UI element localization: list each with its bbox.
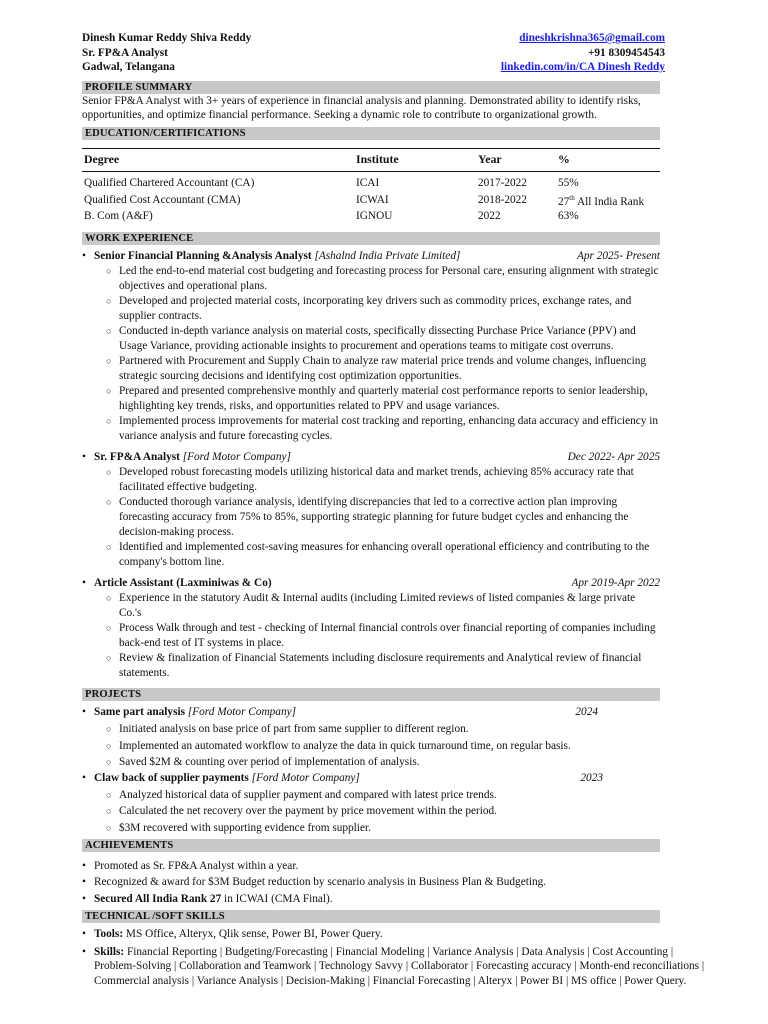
- job-bullets: [82, 591, 660, 681]
- year-cell: 2022: [478, 210, 501, 223]
- list-item: [106, 384, 660, 414]
- list-item: [106, 414, 660, 444]
- circle-bullet-icon: ○: [106, 296, 112, 307]
- list-item: [106, 324, 660, 354]
- bullet-text: Analyzed historical data of supplier payment and compared with latest price trends.: [119, 788, 497, 801]
- circle-bullet-icon: ○: [106, 356, 112, 367]
- list-item: [106, 294, 660, 324]
- section-heading-projects: PROJECTS: [82, 688, 660, 701]
- bullet-icon: •: [82, 860, 86, 873]
- bullet-text: Conducted in-depth variance analysis on material costs, specifically dissecting Purchase Price Variance (PPV) and Usage Variance, providing actionable insights to procurement and operations teams to mitigate cost overruns.: [119, 325, 636, 353]
- email-link[interactable]: dineshkrishna365@gmail.com: [519, 32, 665, 44]
- project-entry: [82, 705, 660, 771]
- institute-cell: ICWAI: [356, 193, 389, 206]
- circle-bullet-icon: ○: [106, 724, 112, 735]
- bullet-icon: •: [82, 928, 86, 940]
- project-entry: [82, 771, 660, 837]
- project-year: 2024: [575, 706, 598, 719]
- education-header-row: [82, 148, 660, 171]
- bullet-icon: •: [82, 946, 86, 959]
- achievement-text: Promoted as Sr. FP&A Analyst within a year.: [94, 860, 299, 873]
- bullet-text: Implemented an automated workflow to analyze the data in quick turnaround time, on regular basis.: [119, 739, 571, 752]
- circle-bullet-icon: ○: [106, 467, 112, 478]
- tools-text: MS Office, Alteryx, Qlik sense, Power BI, Power Query.: [123, 928, 383, 940]
- job-title-line: [82, 576, 660, 591]
- list-item: [106, 820, 660, 837]
- list-item: [106, 721, 660, 738]
- institute-cell: IGNOU: [356, 210, 393, 223]
- header-contact: [501, 31, 665, 75]
- circle-bullet-icon: ○: [106, 326, 112, 337]
- list-item: [82, 945, 708, 988]
- job-entry: [82, 249, 660, 444]
- bullet-text: Initiated analysis on base price of part from same supplier to different region.: [119, 723, 469, 736]
- list-item: [106, 754, 660, 771]
- circle-bullet-icon: ○: [106, 822, 112, 833]
- section-heading-education: EDUCATION/CERTIFICATIONS: [82, 127, 660, 140]
- list-item: [82, 927, 660, 941]
- achievements-list: [82, 858, 660, 907]
- education-table: [82, 148, 660, 225]
- bullet-text: Experience in the statutory Audit & Internal audits (including Limited reviews of listed companies & large private Co.'s: [119, 592, 636, 620]
- job-title-line: [82, 450, 660, 465]
- list-item: [106, 621, 660, 651]
- circle-bullet-icon: ○: [106, 653, 112, 664]
- table-row: [82, 171, 660, 190]
- year-cell: 2018-2022: [478, 193, 527, 206]
- job-bullets: [82, 264, 660, 444]
- list-item: [106, 495, 660, 540]
- job-role: Article Assistant (Laxminiwas & Co): [94, 577, 272, 590]
- project-title-line: [82, 705, 660, 720]
- job-company: [Ashalnd India Private Limited]: [314, 250, 461, 263]
- linkedin-link[interactable]: linkedin.com/in/CA Dinesh Reddy: [500, 61, 665, 73]
- job-dates: Dec 2022- Apr 2025: [567, 451, 660, 464]
- degree-cell: Qualified Cost Accountant (CMA): [84, 193, 241, 206]
- year-cell: 2017-2022: [478, 176, 527, 189]
- project-bullets: [82, 721, 660, 771]
- bullet-text: $3M recovered with supporting evidence from supplier.: [119, 821, 371, 834]
- project-bullets: [82, 787, 660, 837]
- circle-bullet-icon: ○: [106, 757, 112, 768]
- project-name: Claw back of supplier payments: [94, 771, 249, 784]
- circle-bullet-icon: ○: [106, 623, 112, 634]
- bullet-icon: •: [82, 706, 86, 719]
- job-dates: Apr 2019-Apr 2022: [571, 577, 660, 590]
- institute-cell: ICAI: [356, 176, 380, 189]
- list-item: [106, 591, 660, 621]
- section-heading-summary: PROFILE SUMMARY: [82, 81, 660, 94]
- bullet-icon: •: [82, 250, 86, 263]
- achievement-text: Recognized & award for $3M Budget reduction by scenario analysis in Business Plan & Budgeting.: [94, 876, 547, 889]
- section-heading-skills: TECHNICAL /SOFT SKILLS: [82, 910, 660, 923]
- percent-cell: 55%: [558, 176, 579, 189]
- candidate-title: Sr. FP&A Analyst: [82, 46, 168, 59]
- circle-bullet-icon: ○: [106, 542, 112, 553]
- bullet-text: Implemented process improvements for material cost tracking and reporting, enhancing data accuracy and efficiency in variance analysis and future forecasting cycles.: [119, 415, 659, 443]
- table-row: [82, 191, 660, 210]
- bullet-text: Partnered with Procurement and Supply Chain to analyze raw material price trends and volume changes, influencing strategic sourcing decisions and identifying cost optimization opportunities.: [119, 355, 647, 383]
- bullet-icon: •: [82, 451, 86, 464]
- section-heading-experience: WORK EXPERIENCE: [82, 232, 660, 245]
- circle-bullet-icon: ○: [106, 806, 112, 817]
- bullet-text: Review & finalization of Financial Statements including disclosure requirements and Analytical review of financial statements.: [119, 652, 642, 680]
- list-item: [106, 787, 660, 804]
- job-role: Senior Financial Planning &Analysis Analyst: [94, 250, 312, 263]
- list-item: [82, 858, 660, 874]
- degree-cell: B. Com (A&F): [84, 210, 153, 223]
- skills-label: Skills:: [94, 946, 125, 959]
- bullet-text: Led the end-to-end material cost budgeting and forecasting process for Personal care, ensuring alignment with strategic objectives and operational plans.: [119, 265, 659, 293]
- percent-cell: 63%: [558, 210, 579, 223]
- percent-cell: [556, 191, 660, 210]
- job-bullets: [82, 465, 660, 570]
- list-item: [106, 264, 660, 294]
- list-item: [106, 651, 660, 681]
- resume-page: [82, 31, 705, 988]
- bullet-text: Developed and projected material costs, incorporating key drivers such as commodity prices, exchange rates, and supplier contracts.: [119, 295, 632, 323]
- achievement-bold-text: Secured All India Rank 27: [94, 892, 222, 905]
- phone-number: +91 8309454543: [587, 46, 665, 59]
- table-row: [82, 209, 660, 224]
- project-year: 2023: [580, 771, 603, 784]
- bullet-text: Prepared and presented comprehensive monthly and quarterly material cost performance reports to senior leadership, highlighting key trends, risks, and opportunities related to PPV and usage variances.: [119, 385, 648, 413]
- job-role: Sr. FP&A Analyst: [94, 451, 180, 464]
- skills-list: [82, 927, 705, 988]
- resume-header: [82, 31, 665, 77]
- bullet-text: Saved $2M & counting over period of implementation of analysis.: [119, 756, 420, 769]
- list-item: [82, 891, 660, 907]
- list-item: [106, 803, 660, 820]
- bullet-icon: •: [82, 771, 86, 784]
- tools-label: Tools:: [94, 928, 124, 940]
- list-item: [106, 738, 660, 755]
- circle-bullet-icon: ○: [106, 266, 112, 277]
- project-name: Same part analysis: [94, 706, 186, 719]
- list-item: [106, 540, 660, 570]
- column-header-percent: %: [556, 148, 660, 171]
- candidate-location: Gadwal, Telangana: [82, 61, 175, 73]
- circle-bullet-icon: ○: [106, 416, 112, 427]
- section-heading-achievements: ACHIEVEMENTS: [82, 839, 660, 852]
- bullet-icon: •: [82, 577, 86, 590]
- bullet-text: Process Walk through and test - checking of Internal financial controls over financial reporting of companies including back-end test of IT systems in place.: [119, 622, 656, 650]
- list-item: [82, 874, 660, 890]
- job-entry: [82, 576, 660, 681]
- bullet-icon: •: [82, 892, 86, 905]
- bullet-text: Conducted thorough variance analysis, identifying discrepancies that led to a corrective action plan improving forecasting accuracy from 75% to 85%, supporting strategic planning for future budget cycles and enhancing the decision-making process.: [119, 496, 629, 539]
- job-dates: Apr 2025- Present: [576, 250, 660, 263]
- project-company: [Ford Motor Company]: [251, 771, 360, 784]
- job-company: [Ford Motor Company]: [182, 451, 291, 464]
- bullet-text: Calculated the net recovery over the payment by price movement within the period.: [119, 805, 497, 818]
- circle-bullet-icon: ○: [106, 497, 112, 508]
- project-company: [Ford Motor Company]: [187, 706, 297, 719]
- circle-bullet-icon: ○: [106, 593, 112, 604]
- rank-superscript: th: [569, 193, 575, 202]
- circle-bullet-icon: ○: [106, 740, 112, 751]
- bullet-text: Developed robust forecasting models utilizing historical data and market trends, achieving 85% accuracy rate that facilitated effective budgeting.: [119, 466, 634, 494]
- column-header-year: Year: [476, 148, 556, 171]
- project-title-line: [82, 771, 660, 786]
- skills-text: Financial Reporting | Budgeting/Forecasting | Financial Modeling | Variance Analysis | Data Analysis | Cost Accounting | Problem-Solving | Collaboration and Teamwork | Technology Savvy | Collaborator | Forecasting accuracy | Month-end reconciliations | Commercial analysis | Variance Analysis | Decision-Making | Financial Forecasting | Alteryx | Power BI | MS office | Power Query.: [94, 946, 705, 987]
- list-item: [106, 465, 660, 495]
- header-left: [82, 31, 251, 75]
- candidate-name: Dinesh Kumar Reddy Shiva Reddy: [82, 32, 252, 44]
- job-title-line: [82, 249, 660, 264]
- rank-number: 27: [558, 195, 570, 208]
- bullet-text: Identified and implemented cost-saving measures for enhancing overall operational efficiency and contributing to the company's bottom line.: [119, 541, 650, 569]
- circle-bullet-icon: ○: [106, 789, 112, 800]
- rank-text: All India Rank: [574, 195, 645, 208]
- column-header-institute: Institute: [354, 148, 476, 171]
- degree-cell: Qualified Chartered Accountant (CA): [84, 176, 255, 189]
- job-entry: [82, 450, 660, 570]
- list-item: [106, 354, 660, 384]
- summary-text: Senior FP&A Analyst with 3+ years of experience in financial analysis and planning. Demonstrated ability to identify risks, opportunities, and optimize financial performance. Seeking a dynamic role to contribute to organizational growth.: [82, 95, 641, 121]
- achievement-text: in ICWAI (CMA Final).: [221, 892, 333, 905]
- column-header-degree: Degree: [82, 148, 354, 171]
- circle-bullet-icon: ○: [106, 386, 112, 397]
- bullet-icon: •: [82, 876, 86, 889]
